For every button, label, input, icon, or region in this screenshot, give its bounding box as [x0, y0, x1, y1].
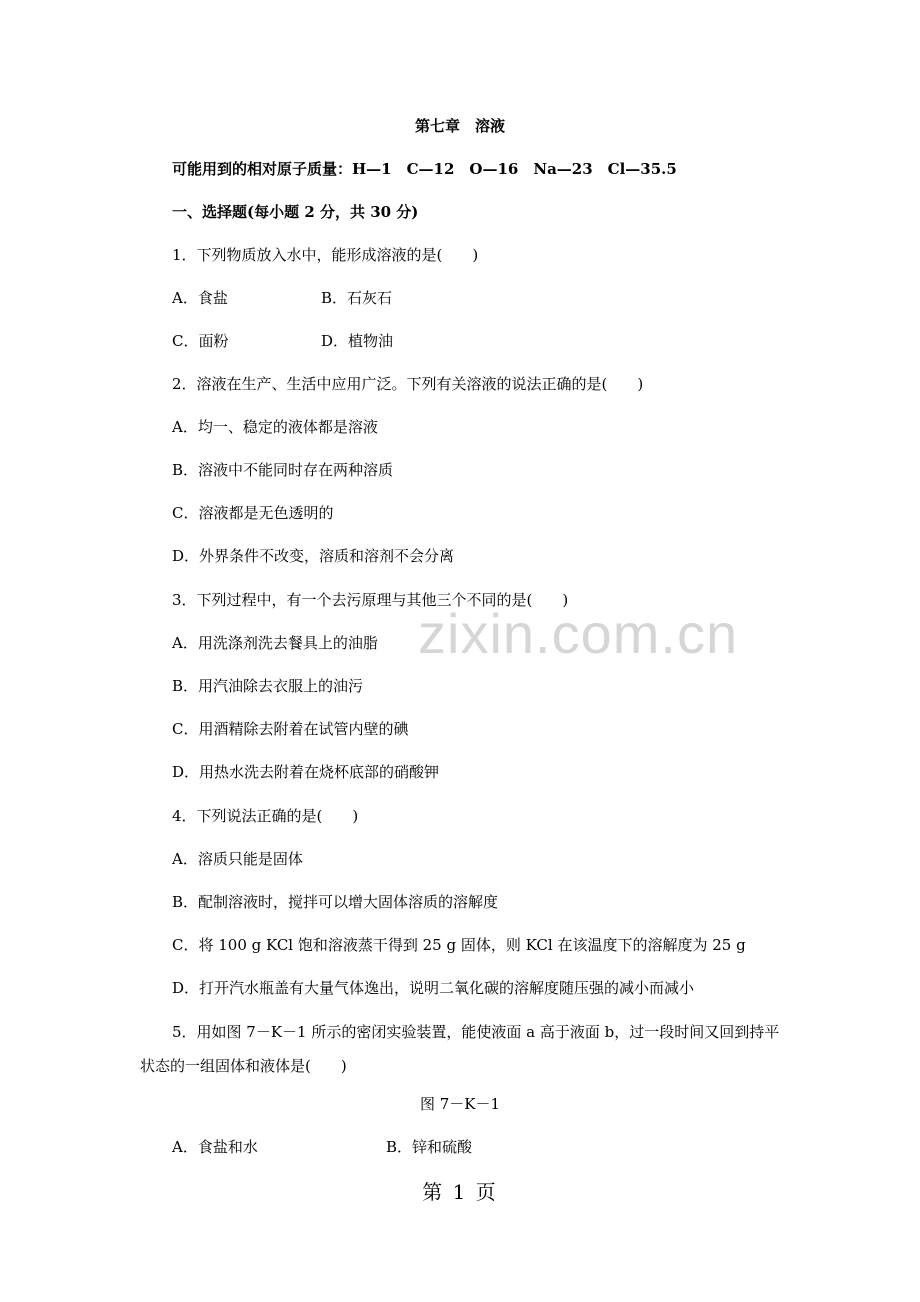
question-1-options-row-1	[172, 288, 572, 308]
question-1-option-d: D．植物油	[321, 332, 394, 350]
question-2-option-c: C．溶液都是无色透明的	[172, 504, 334, 522]
question-5-options-row-1	[172, 1137, 672, 1157]
question-5-option-a: A．食盐和水	[172, 1138, 258, 1156]
question-5-stem: 5．用如图 7－K－1 所示的密闭实验装置，能使液面 a 高于液面 b，过一段时间又回到持平状态的一组固体和液体是( )	[140, 1023, 780, 1075]
question-5-option-b: B．锌和硫酸	[386, 1138, 473, 1156]
question-4-option-c: C．将 100 g KCl 饱和溶液蒸干得到 25 g 固体，则 KCl 在该温度下的溶解度为 25 g	[172, 936, 746, 954]
question-2-option-a: A．均一、稳定的液体都是溶液	[172, 418, 378, 436]
question-1-option-a: A．食盐	[172, 289, 228, 307]
question-4-option-a: A．溶质只能是固体	[172, 850, 303, 868]
question-3-option-a: A．用洗涤剂洗去餐具上的油脂	[172, 634, 378, 652]
figure-caption: 图 7－K－1	[419, 1095, 501, 1113]
question-1-option-b: B．石灰石	[321, 289, 393, 307]
page-footer: 第 1 页	[422, 1180, 498, 1204]
question-3-stem: 3．下列过程中，有一个去污原理与其他三个不同的是( )	[172, 591, 569, 609]
question-3-option-c: C．用酒精除去附着在试管内壁的碘	[172, 720, 409, 738]
question-2-option-b: B．溶液中不能同时存在两种溶质	[172, 461, 394, 479]
question-2-option-d: D．外界条件不改变，溶质和溶剂不会分离	[172, 547, 455, 565]
question-1-stem: 1．下列物质放入水中，能形成溶液的是( )	[172, 246, 479, 264]
atomic-masses-line: 可能用到的相对原子质量：H—1 C—12 O—16 Na—23 Cl—35.5	[172, 160, 677, 178]
question-1-options-row-2	[172, 331, 572, 351]
question-4-option-d: D．打开汽水瓶盖有大量气体逸出，说明二氧化碳的溶解度随压强的减小而减小	[172, 979, 695, 997]
section-heading: 一、选择题(每小题 2 分，共 30 分)	[172, 203, 419, 221]
question-4-stem: 4．下列说法正确的是( )	[172, 807, 359, 825]
chapter-title: 第七章 溶液	[414, 117, 505, 135]
question-2-stem: 2．溶液在生产、生活中应用广泛。下列有关溶液的说法正确的是( )	[172, 375, 644, 393]
question-4-option-b: B．配制溶液时，搅拌可以增大固体溶质的溶解度	[172, 893, 499, 911]
watermark: zixin.com.cn	[418, 602, 739, 665]
question-1-option-c: C．面粉	[172, 332, 229, 350]
question-3-option-d: D．用热水洗去附着在烧杯底部的硝酸钾	[172, 763, 440, 781]
question-3-option-b: B．用汽油除去衣服上的油污	[172, 677, 364, 695]
